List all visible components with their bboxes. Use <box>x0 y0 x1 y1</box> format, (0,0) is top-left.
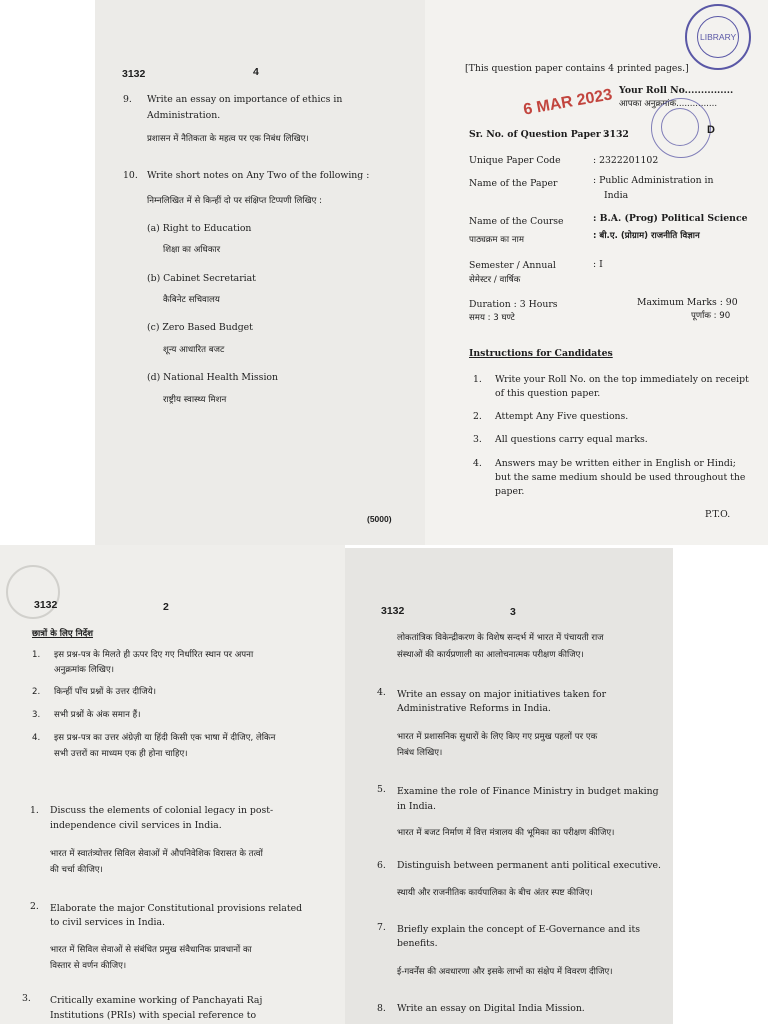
q5-line2: in India. <box>397 801 436 812</box>
q2-number: 2. <box>30 901 39 912</box>
q1-hindi-line1: भारत में स्वातंत्र्योत्तर सिविल सेवाओं में औपनिवेशिक विरासत के तत्वों <box>50 849 263 859</box>
note-a: (a) Right to Education <box>147 223 252 234</box>
instructions-title: Instructions for Candidates <box>469 348 613 359</box>
hindi-instruction-1-line1: इस प्रश्न-पत्र के मिलते ही ऊपर दिए गए निर्धारित स्थान पर अपना <box>54 650 254 660</box>
q6-number: 6. <box>377 860 386 871</box>
unique-paper-code-value: : 2322201102 <box>593 155 659 166</box>
duration-hindi: समय : 3 घण्टे <box>469 313 515 323</box>
q1-number: 1. <box>30 805 39 816</box>
q9-text-line1: Write an essay on importance of ethics in <box>147 94 343 105</box>
page-number: 4 <box>253 66 259 78</box>
q5-line1: Examine the role of Finance Ministry in budget making <box>397 786 659 797</box>
instruction-2-number: 2. <box>473 411 482 422</box>
q1-line2: independence civil services in India. <box>50 820 222 831</box>
instruction-1-line1: Write your Roll No. on the top immediately on receipt <box>495 374 749 385</box>
paper-code: 3132 <box>122 68 146 80</box>
q9-hindi: प्रशासन में नैतिकता के महत्व पर एक निबंध लिखिए। <box>147 134 309 144</box>
maximum-marks: Maximum Marks : 90 <box>637 297 738 308</box>
instruction-2-line1: Attempt Any Five questions. <box>495 411 629 422</box>
q8-number: 8. <box>377 1003 386 1014</box>
note-b-hindi: कैबिनेट सचिवालय <box>163 295 220 305</box>
q8-line1: Write an essay on Digital India Mission. <box>397 1003 585 1014</box>
hindi-instruction-4-number: 4. <box>32 733 41 743</box>
note-b: (b) Cabinet Secretariat <box>147 273 256 284</box>
hindi-instruction-3-number: 3. <box>32 710 41 720</box>
q1-line1: Discuss the elements of colonial legacy in post- <box>50 805 274 816</box>
q10-number: 10. <box>123 170 138 181</box>
roll-number-label: Your Roll No............... <box>619 85 734 96</box>
hindi-instructions-title: छात्रों के लिए निर्देश <box>32 629 94 639</box>
course-name-label-hindi: पाठ्यक्रम का नाम <box>469 235 524 245</box>
q4-hindi-line1: भारत में प्रशासनिक सुधारों के लिए किए गए प्रमुख पहलों पर एक <box>397 732 598 742</box>
please-turn-over: P.T.O. <box>705 509 731 520</box>
course-name-value: : B.A. (Prog) Political Science <box>593 213 748 224</box>
college-seal-stamp <box>651 98 711 158</box>
page-number: 2 <box>163 601 169 613</box>
q3-hindi-line2: संस्थाओं की कार्यप्रणाली का आलोचनात्मक परीक्षण कीजिए। <box>397 650 584 660</box>
hindi-instruction-1-line2: अनुक्रमांक लिखिए। <box>54 665 114 675</box>
hindi-instruction-4-line2: सभी उत्तरों का माध्यम एक ही होना चाहिए। <box>54 749 188 759</box>
q7-line2: benefits. <box>397 938 438 949</box>
instruction-1-number: 1. <box>473 374 482 385</box>
duration: Duration : 3 Hours <box>469 299 558 310</box>
q2-line2: to civil services in India. <box>50 917 165 928</box>
page-number: 3 <box>510 606 516 618</box>
page-3-sheet <box>345 548 673 1024</box>
q4-line1: Write an essay on major initiatives taken for <box>397 689 607 700</box>
hindi-instruction-1-number: 1. <box>32 650 41 660</box>
q4-hindi-line2: निबंध लिखिए। <box>397 748 443 758</box>
q9-text-line2: Administration. <box>147 110 221 121</box>
semester-label-hindi: सेमेस्टर / वार्षिक <box>469 275 521 285</box>
q7-line1: Briefly explain the concept of E-Governance and its <box>397 924 641 935</box>
page-1-sheet <box>425 0 768 545</box>
page-4-sheet <box>95 0 425 545</box>
serial-number-value: 3132 <box>603 129 629 140</box>
instruction-3-number: 3. <box>473 434 482 445</box>
paper-code: 3132 <box>381 605 405 617</box>
date-received-stamp: 6 MAR 2023 <box>522 86 614 119</box>
instruction-3-line1: All questions carry equal marks. <box>495 434 648 445</box>
q7-hindi: ई-गवर्नेंस की अवधारणा और इसके लाभों का संक्षेप में विवरण दीजिए। <box>397 967 613 977</box>
maximum-marks-hindi: पूर्णांक : 90 <box>691 311 731 321</box>
q10-text: Write short notes on Any Two of the following : <box>147 170 370 181</box>
paper-set-letter: D <box>707 124 715 136</box>
q4-number: 4. <box>377 687 386 698</box>
instruction-4-line2: but the same medium should be used throughout the <box>495 472 746 483</box>
hindi-instruction-3-line1: सभी प्रश्नों के अंक समान हैं। <box>54 710 141 720</box>
q2-line1: Elaborate the major Constitutional provisions related <box>50 903 303 914</box>
q4-line2: Administrative Reforms in India. <box>397 703 551 714</box>
instruction-1-line2: of this question paper. <box>495 388 601 399</box>
paper-name-value: : Public Administration in <box>593 175 714 186</box>
q6-hindi: स्थायी और राजनीतिक कार्यपालिका के बीच अंतर स्पष्ट कीजिए। <box>397 888 593 898</box>
note-c-hindi: शून्य आधारित बजट <box>163 345 225 355</box>
q2-hindi-line2: विस्तार से वर्णन कीजिए। <box>50 961 127 971</box>
q3-line1: Critically examine working of Panchayati Raj <box>50 995 263 1006</box>
q7-number: 7. <box>377 922 386 933</box>
q3-hindi-line1: लोकतांत्रिक विकेन्द्रीकरण के विशेष सन्दर्भ में भारत में पंचायती राज <box>397 633 604 643</box>
note-a-hindi: शिक्षा का अधिकार <box>163 245 221 255</box>
note-d-hindi: राष्ट्रीय स्वास्थ्य मिशन <box>163 395 227 405</box>
semester-label: Semester / Annual <box>469 260 556 271</box>
paper-name-value-line2: India <box>604 190 629 201</box>
q6-line1: Distinguish between permanent anti political executive. <box>397 860 661 871</box>
hindi-instruction-4-line1: इस प्रश्न-पत्र का उत्तर अंग्रेज़ी या हिंदी किसी एक भाषा में दीजिए, लेकिन <box>54 733 276 743</box>
q2-hindi-line1: भारत में सिविल सेवाओं से संबंधित प्रमुख संवैधानिक प्रावधानों का <box>50 945 252 955</box>
course-name-value-hindi: : बी.ए. (प्रोग्राम) राजनीति विज्ञान <box>593 231 700 241</box>
printed-pages-note: [This question paper contains 4 printed pages.] <box>465 63 689 74</box>
unique-paper-code-label: Unique Paper Code <box>469 155 561 166</box>
q3-line2: Institutions (PRIs) with special reference to <box>50 1010 257 1021</box>
q10-hindi: निम्नलिखित में से किन्हीं दो पर संक्षिप्त टिप्पणी लिखिए : <box>147 196 322 206</box>
page-2-sheet <box>0 545 345 1024</box>
q5-number: 5. <box>377 784 386 795</box>
course-name-label: Name of the Course <box>469 216 564 227</box>
q9-number: 9. <box>123 94 132 105</box>
note-d: (d) National Health Mission <box>147 372 279 383</box>
paper-name-label: Name of the Paper <box>469 178 558 189</box>
hindi-instruction-2-number: 2. <box>32 687 41 697</box>
roll-number-label-hindi: आपका अनुक्रमांक............... <box>619 99 718 109</box>
q5-hindi: भारत में बजट निर्माण में वित्त मंत्रालय की भूमिका का परीक्षण कीजिए। <box>397 828 615 838</box>
q3-number: 3. <box>22 993 31 1004</box>
q1-hindi-line2: की चर्चा कीजिए। <box>50 865 103 875</box>
note-c: (c) Zero Based Budget <box>147 322 253 333</box>
library-stamp: LIBRARY <box>685 4 751 70</box>
instruction-4-line1: Answers may be written either in English or Hindi; <box>495 458 736 469</box>
serial-number-label: Sr. No. of Question Paper : <box>469 129 608 140</box>
instruction-4-number: 4. <box>473 458 482 469</box>
print-count: (5000) <box>367 514 392 524</box>
semester-value: : I <box>593 259 603 270</box>
instruction-4-line3: paper. <box>495 486 525 497</box>
hindi-instruction-2-line1: किन्हीं पाँच प्रश्नों के उत्तर दीजिये। <box>54 687 156 697</box>
paper-code: 3132 <box>34 599 58 611</box>
